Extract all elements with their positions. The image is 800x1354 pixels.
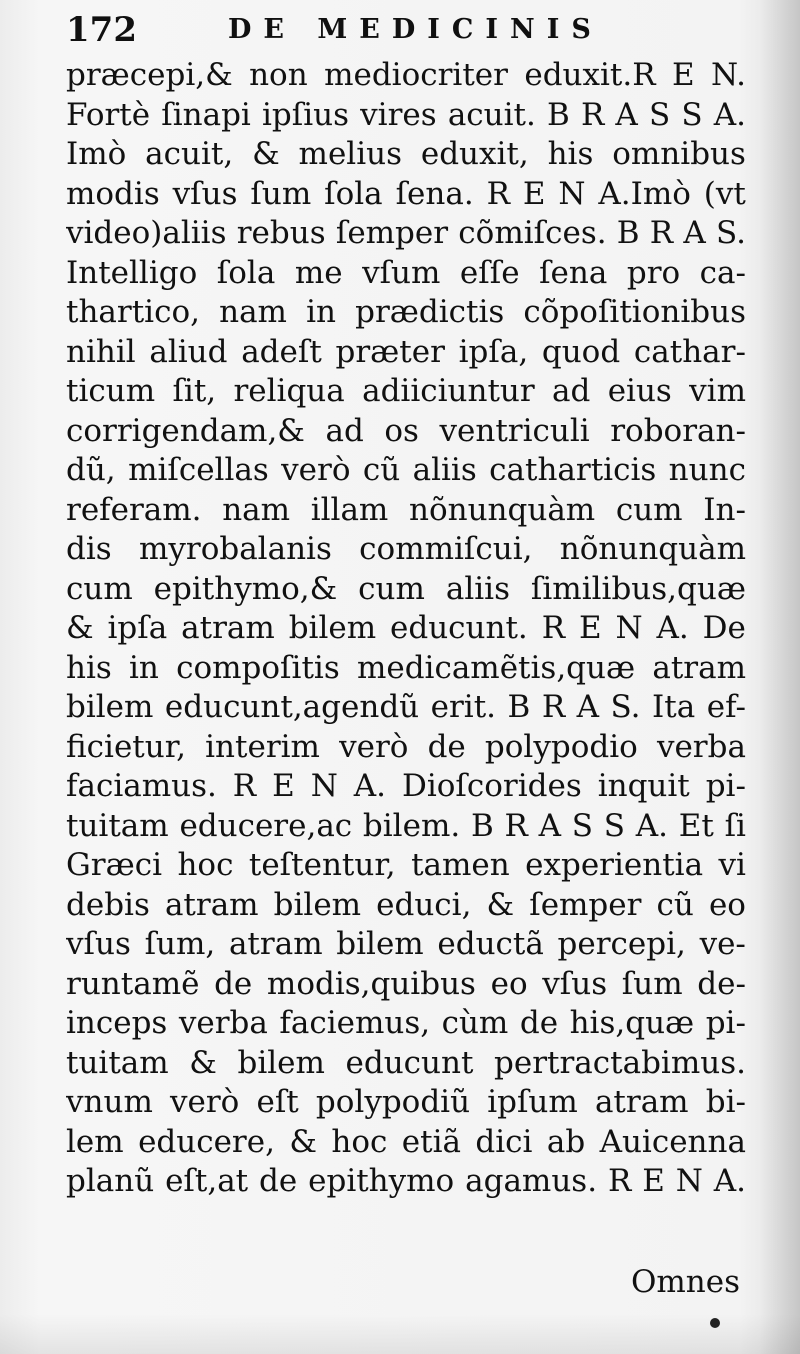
text-line: his in compoſitis medicamẽtis,quæ atram [66,649,746,686]
text-line: debis atram bilem educi, & ſemper cũ eo [66,886,746,923]
text-line: runtamẽ de modis,quibus eo vſus ſum de- [66,965,746,1002]
text-line: dis myrobalanis commiſcui, nõnunquàm [66,531,746,567]
text-line: dũ, miſcellas verò cũ aliis catharticis nunc [66,452,746,488]
running-head [66,8,746,52]
catchword: Omnes [630,1264,740,1300]
text-line: corrigendam,& ad os ventriculi roboran- [66,412,746,449]
text-line: tuitam & bilem educunt pertractabimus. [66,1044,746,1081]
page-edge-shadow [760,0,800,1354]
running-title: DE MEDICINIS [228,14,603,45]
ink-speck [710,1318,720,1328]
text-line: bilem educunt,agendũ erit. B R A S. Ita ef- [66,689,746,725]
text-line: vſus ſum, atram bilem eductã percepi, ve- [66,926,746,962]
text-line: referam. nam illam nõnunquàm cum In- [66,491,746,528]
text-line: video)aliis rebus ſemper cõmiſces. B R A S. [66,215,746,251]
text-line: Fortè ſinapi ipſius vires acuit. B R A S S A. [66,96,746,133]
text-line: præcepi,& non mediocriter eduxit.R E N. [66,57,746,93]
page-number: 172 [66,10,137,50]
text-line: vnum verò eſt polypodiũ ipſum atram bi- [66,1084,746,1120]
text-line: Intelligo ſola me vſum eſſe ſena pro ca- [66,254,746,291]
text-line: Græci hoc teſtentur, tamen experientia vi [66,847,746,883]
text-line: ficietur, interim verò de polypodio verba [66,728,746,765]
text-line: & ipſa atram bilem educunt. R E N A. De [66,610,746,646]
text-line: Imò acuit, & melius eduxit, his omnibus [66,136,746,172]
text-line: modis vſus ſum ſola ſena. R E N A.Imò (vt [66,175,746,212]
text-line: faciamus. R E N A. Dioſcorides inquit pi- [66,768,746,804]
page-bottom-shade [0,1314,800,1354]
text-line: tuitam educere,ac bilem. B R A S S A. Et ſi [66,807,746,844]
text-line: thartico, nam in prædictis cõpoſitionibus [66,294,746,330]
body-text [66,56,746,1202]
text-line: lem educere, & hoc etiã dici ab Auicenna [66,1123,746,1160]
text-line: inceps verba faciemus, cùm de his,quæ pi- [66,1005,746,1041]
text-line: planũ eſt,at de epithymo agamus. R E N A. [66,1163,746,1199]
text-line: ticum ſit, reliqua adiiciuntur ad eius vim [66,373,746,409]
text-line: cum epithymo,& cum aliis ſimilibus,quæ [66,570,746,607]
text-line: nihil aliud adeſt præter ipſa, quod cathar- [66,333,746,370]
